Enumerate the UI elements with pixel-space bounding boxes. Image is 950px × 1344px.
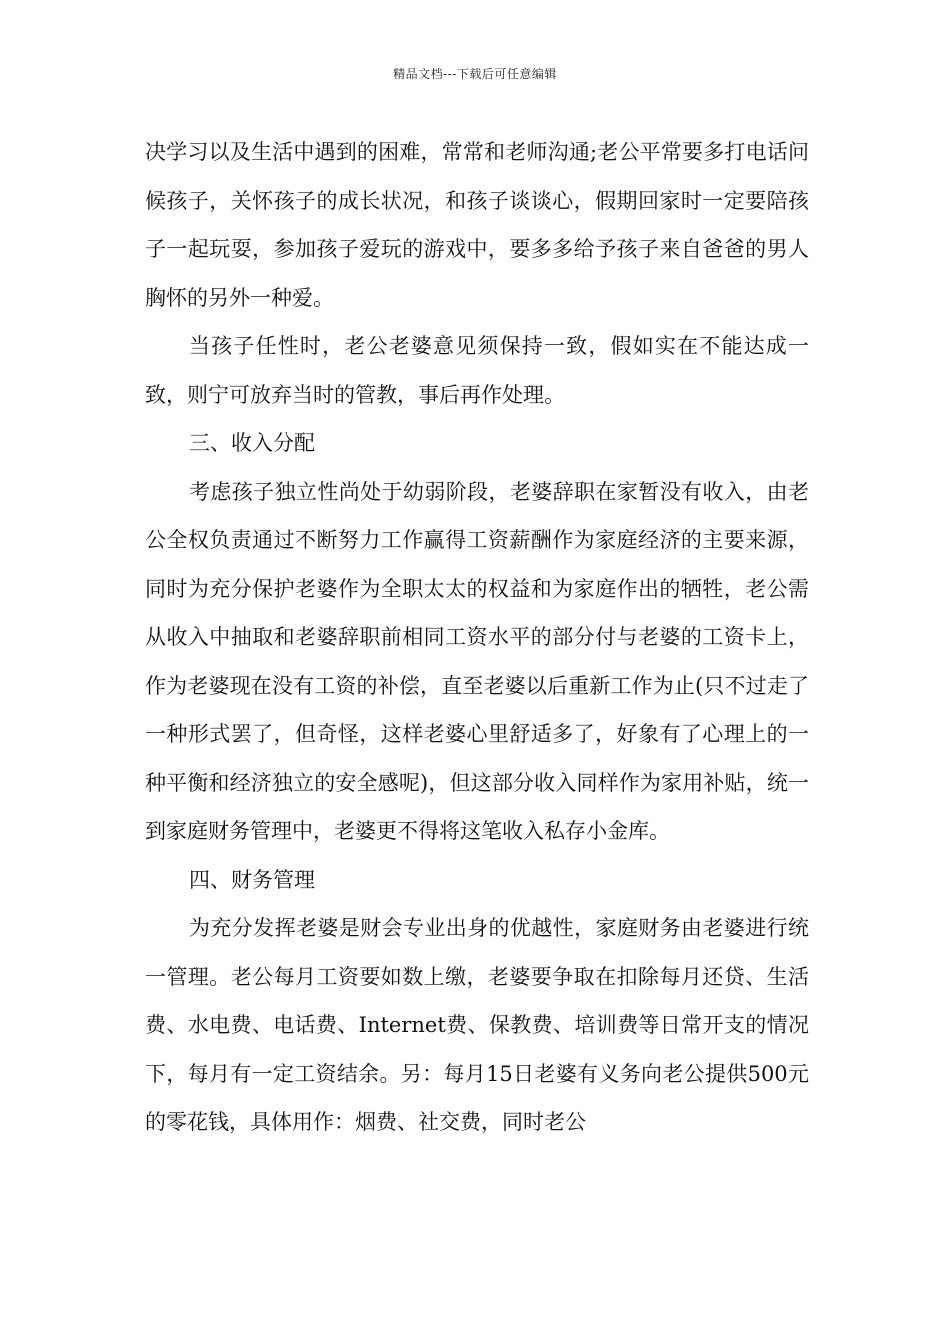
paragraph-income: 考虑孩子独立性尚处于幼弱阶段，老婆辞职在家暂没有收入，由老公全权负责通过不断努力工作赢得工资薪酬作为家庭经济的主要来源，同时为充分保护老婆作为全职太太的权益和为家庭作出的牺牲，老公需从收入中抽取和老婆辞职前相同工资水平的部分付与老婆的工资卡上，作为老婆现在没有工资的补偿，直至老婆以后重新工作为止(只不过走了一种形式罢了，但奇怪，这样老婆心里舒适多了，好象有了心理上的一种平衡和经济独立的安全感呢)，但这部分收入同样作为家用补贴，统一到家庭财务管理中，老婆更不得将这笔收入私存小金库。 (145, 479, 809, 843)
paragraph-finance: 为充分发挥老婆是财会专业出身的优越性，家庭财务由老婆进行统一管理。老公每月工资要如数上缴，老婆要争取在扣除每月还贷、生活费、水电费、电话费、Internet费、保教费、培训费等日常开支的情况下，每月有一定工资结余。另：每月15日老婆有义务向老公提供500元的零花钱，具体用作：烟费、社交费，同时老公 (145, 916, 809, 1134)
document-body (145, 128, 809, 1147)
section-heading-finance: 四、财务管理 (189, 867, 315, 892)
paragraph-continuation: 决学习以及生活中遇到的困难，常常和老师沟通;老公平常要多打电话问候孩子，关怀孩子的成长状况，和孩子谈谈心，假期回家时一定要陪孩子一起玩耍，参加孩子爱玩的游戏中，要多多给予孩子来自爸爸的男人胸怀的另外一种爱。 (145, 140, 809, 310)
paragraph-child-discipline: 当孩子任性时，老公老婆意见须保持一致，假如实在不能达成一致，则宁可放弃当时的管教，事后再作处理。 (145, 334, 809, 407)
page-header: 精品文档---下载后可任意编辑 (393, 67, 557, 81)
section-heading-income: 三、收入分配 (189, 431, 315, 455)
